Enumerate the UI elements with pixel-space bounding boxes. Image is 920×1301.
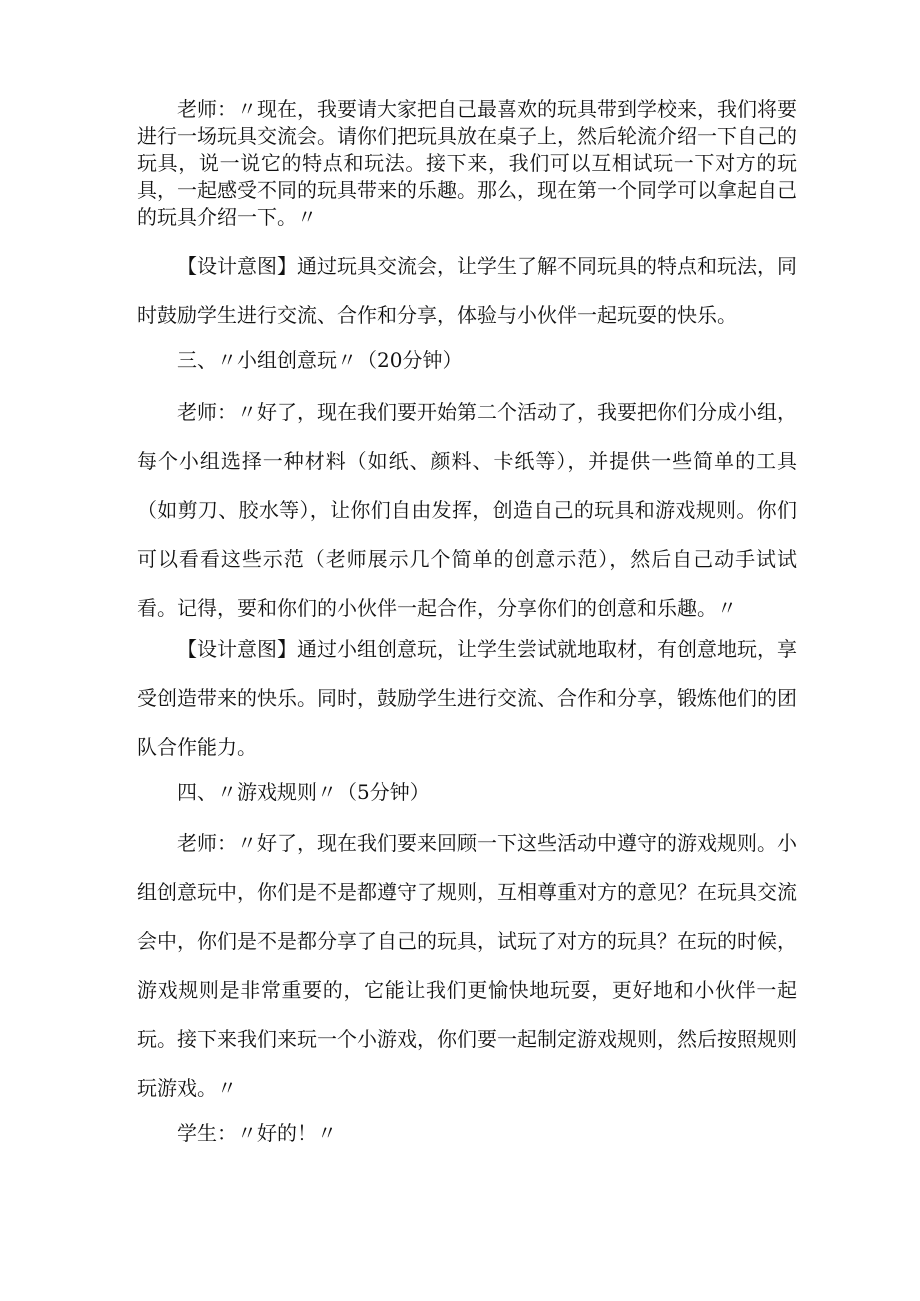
paragraph-teacher-toy-exchange: 老师：〃现在，我要请大家把自己最喜欢的玩具带到学校来，我们将要进行一场玩具交流会。请你们把玩具放在桌子上，然后轮流介绍一下自己的玩具，说一说它的特点和玩法。接下来，我们可以互相试玩一下对方的玩具，一起感受不同的玩具带来的乐趣。那么，现在第一个同学可以拿起自己的玩具介绍一下。〃 (137, 97, 797, 229)
paragraph-teacher-group-creative-play: 老师：〃好了，现在我们要开始第二个活动了，我要把你们分成小组，每个小组选择一种材料（如纸、颜料、卡纸等），并提供一些简单的工具（如剪刀、胶水等），让你们自由发挥，创造自己的玩具和游戏规则。你们可以看看这些示范（老师展示几个简单的创意示范），然后自己动手试试看。记得，要和你们的小伙伴一起合作，分享你们的创意和乐趣。〃 (137, 400, 797, 620)
section-heading-group-creative-play: 三、〃小组创意玩〃（20分钟） (177, 348, 463, 372)
paragraph-design-intent-group-creative-play: 【设计意图】通过小组创意玩，让学生尝试就地取材，有创意地玩，享受创造带来的快乐。同时，鼓励学生进行交流、合作和分享，锻炼他们的团队合作能力。 (137, 637, 797, 759)
paragraph-student-reply: 学生：〃好的！〃 (177, 1121, 337, 1145)
paragraph-teacher-game-rules: 老师：〃好了，现在我们要来回顾一下这些活动中遵守的游戏规则。小组创意玩中，你们是不是都遵守了规则，互相尊重对方的意见？在玩具交流会中，你们是不是都分享了自己的玩具，试玩了对方的玩具？在玩的时候，游戏规则是非常重要的，它能让我们更愉快地玩耍，更好地和小伙伴一起玩。接下来我们来玩一个小游戏，你们要一起制定游戏规则，然后按照规则玩游戏。〃 (137, 831, 797, 1100)
paragraph-design-intent-toy-exchange: 【设计意图】通过玩具交流会，让学生了解不同玩具的特点和玩法，同时鼓励学生进行交流、合作和分享，体验与小伙伴一起玩耍的快乐。 (137, 254, 797, 327)
document-body (137, 0, 797, 1301)
section-heading-game-rules: 四、〃游戏规则〃（5分钟） (177, 780, 430, 804)
